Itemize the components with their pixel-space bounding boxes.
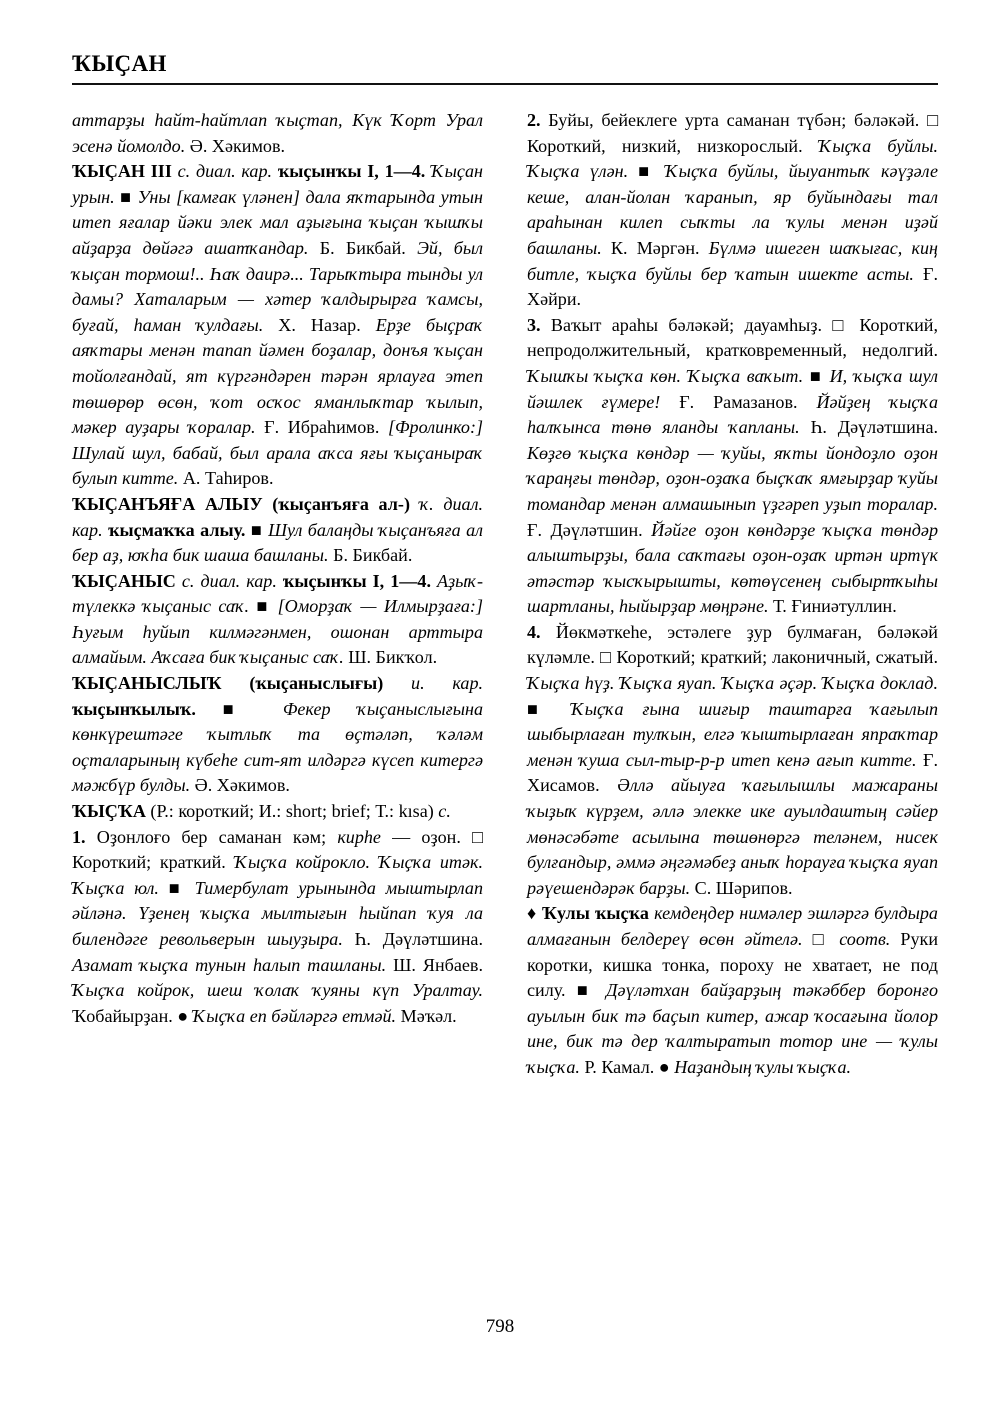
section-marker-icon: □: [599, 647, 617, 668]
text-run: 3.: [527, 314, 541, 335]
text-run: Х. Назар.: [263, 314, 376, 335]
text-run: ҡ. диал. кар.: [72, 493, 483, 540]
page-number: 798: [485, 1316, 515, 1337]
section-marker-icon: ■: [576, 980, 606, 1001]
text-run: Ерҙе быҫраҡ аяҡтары менән тапап йәмен боҙалар, донъя ҡыҫан тойолғандай, ят күргәндәрен тәрән ярлауға этеп төшөрөр өсөн, ҡот осҡос яманлыҡтар ҡылып, мәкер ауҙары ҡоралар.: [72, 314, 483, 438]
text-run: Наҙандың ҡулы ҡыҫҡа.: [674, 1056, 852, 1077]
dictionary-entry: [72, 799, 483, 825]
section-marker-icon: ■: [527, 698, 572, 719]
section-marker-icon: □: [927, 110, 938, 130]
text-run: (ҡыҫанъяға ал-): [262, 493, 410, 514]
section-marker-icon: ■: [628, 161, 666, 182]
text-run: Ҡыҫҡа еп бәйләргә етмәй.: [192, 1005, 397, 1026]
text-run: — оҙон.: [380, 826, 473, 847]
section-marker-icon: □: [802, 929, 840, 949]
text-run: аттарҙы һайт-һайтлап ҡыҫтап, Күк Ҡорт Урал эсенә йомолдо.: [72, 110, 483, 156]
section-marker-icon: ■: [114, 186, 138, 207]
text-run: Шул балаңды ҡыҫанъяға ал бер аҙ, юҡһа бик шаша башланы.: [72, 519, 484, 566]
text-run: Руки коротки, кишка тонка, пороху не хватает, не под силу.: [527, 929, 939, 1001]
text-run: Ғ. Ибраһимов.: [255, 417, 388, 438]
text-run: Йәйге оҙон көндәрҙе ҡыҫҡа төндәр алыштырҙы, бала саҡтағы оҙон-оҙаҡ иртән иртүк әтәстәр ҡысҡырышты, көтөүсенең сыбыртҡыһы шартланы, һыйырҙар мөңрәне.: [527, 519, 939, 617]
text-run: Эй, был ҡыҫан тормош!.. Һаҡ даирә... Тарыҡтыра тынды ул дамы? Хаталарым — хәтер ҡалдырырға ҡамсы, буғай, һаман ҡулдағы.: [72, 237, 484, 335]
text-run: Ҡыҫҡа ғына шиғыр таштарға ҡағылып шыбырлаған тулҡын, елгә ҡыштырлаған япраҡтар менән ҡуша сыл-тыр-р-р итеп кенә ағып китте.: [527, 698, 938, 770]
text-run: Короткий, непродолжительный, кратковременный, недолгий.: [527, 314, 939, 361]
text-run: [Оморҙаҡ — Илмырҙаға:] Һуғым һуйып килмәгәнмен, ошонан арттыра алмайым. Аҡсаға бик ҡыҫаныс саҡ.: [72, 596, 483, 668]
section-marker-icon: □: [832, 314, 860, 335]
dictionary-entry: [72, 569, 483, 671]
text-run: соотв.: [839, 929, 891, 949]
text-run: 4.: [527, 621, 541, 642]
text-run: Б. Бикбай.: [328, 545, 413, 566]
column-left: [72, 108, 483, 1288]
dictionary-entry: [72, 671, 483, 799]
text-run: Фекер ҡыҫаныслығына көнкүрештәге ҡытлыҡ та өҫтәләп, ҡәләм оҫталарының күбеһе сит-ят илдәргә күсеп китергә мәжбүр булды.: [72, 698, 483, 796]
text-run: И, ҡыҫҡа шул йәшлек ғүмере!: [527, 365, 939, 412]
column-right: [527, 108, 938, 1288]
text-run: и. кар.: [383, 673, 484, 694]
text-run: (ҡыҫаныслығы): [221, 673, 384, 694]
text-run: с. диал. кар.: [175, 570, 283, 591]
text-run: С. Шәрипов.: [690, 877, 793, 898]
text-run: Б. Бикбай.: [308, 237, 418, 258]
text-run: Ваҡыт араһы бәләкәй; дауамһыҙ.: [540, 314, 833, 335]
text-run: Ҡобайырҙан.: [72, 1005, 178, 1026]
text-run: Һ. Дәүләтшина.: [799, 417, 938, 438]
text-run: Ҡыҫҡа һүҙ. Ҡыҫҡа яуап. Ҡыҫҡа әҫәр. Ҡыҫҡа доклад.: [527, 673, 938, 694]
entry-continuation: [72, 108, 483, 159]
text-run: Тимербулат урынында мыштырлап әйләнә. Үҙенең ҡыҫҡа мылтығын һыйпап ҡуя ла билендәге револьверын шыуҙыра.: [72, 877, 483, 949]
page-header: [72, 52, 938, 85]
headword: ҠЫҪАНЫС: [72, 570, 176, 591]
text-run: Ғ. Рамазанов.: [660, 391, 817, 412]
section-marker-icon: □: [472, 826, 483, 847]
text-run: Уны [камғак үләнен] дала яҡтарында утын итеп яғалар йәки элек мал аҙығына ҡыҫан ҡышҡы айҙарҙа дөйәгә ашатҡандар.: [72, 186, 483, 258]
headword: ҠЫҪАН III: [72, 161, 172, 182]
idiom-block: [527, 901, 938, 1080]
text-run: Аҙыҡ-түлеккә ҡыҫаныс саҡ.: [72, 570, 483, 617]
running-head: ҠЫҪАН: [72, 51, 167, 76]
text-run: Ғ. Хәйри.: [527, 263, 938, 310]
sense-block: [527, 620, 938, 902]
text-run: Әллә айыуға ҡағылышлы мажараны ҡыҙыҡ күрҙем, әллә элекке ике ауылдаштың сәйер мөнәсәбәте асылына төшөнөргә теләнем, нисек булғандыр, әммә әңгәмәбеҙ аныҡ һорауға ҡыҫҡа яуап рәүешендәрәк барҙы.: [527, 775, 939, 898]
text-run: Буйы, бейеклеге урта саманан түбән; бәләкәй.: [540, 110, 928, 130]
text-run: (Р.: короткий; И.: short; brief; Т.: kısa): [145, 801, 439, 822]
text-run: 1.: [72, 826, 86, 847]
text-run: Р. Камал.: [579, 1056, 659, 1077]
text-run: Көҙгө ҡыҫҡа көндәр — ҡуйы, яҡты йондоҙло оҙон ҡараңғы төндәр, оҙон-оҙаҡа быҫҡаҡ ямғырҙар ҡуйы томандар менән алмашынып үҙгәреп уҙып торалар.: [527, 442, 938, 514]
text-run: Короткий; краткий; лаконичный, сжатый.: [616, 647, 938, 668]
text-run: Азамат ҡыҫҡа тунын һалып ташланы.: [72, 954, 387, 975]
section-marker-icon: ■: [249, 596, 278, 617]
headword: ҠЫҪАНЫСЛЫҠ: [72, 673, 222, 694]
text-run: с.: [438, 801, 451, 822]
sense-block: [527, 108, 938, 313]
text-run: К. Мәргән.: [601, 237, 709, 258]
text-run: ҡыҫынҡы I, 1—4.: [277, 161, 426, 182]
text-run: Ҡышҡы ҡыҫҡа көн. Ҡыҫҡа ваҡыт.: [527, 365, 804, 386]
headword: ҠЫҪАНЪЯҒА АЛЫУ: [72, 493, 263, 514]
sense-block: [527, 313, 938, 620]
text-run: Ҡулы ҡыҫҡа: [541, 903, 649, 924]
section-marker-icon: ■: [195, 698, 283, 719]
text-run: Оҙонлоғо бер саманан кәм;: [85, 826, 338, 847]
text-run: с. диал. кар.: [171, 161, 278, 182]
text-run: ҡыҫмаҡҡа алыу.: [108, 519, 246, 540]
text-run: 2.: [527, 110, 541, 130]
text-run: Ҡыҫҡа буйлы. Ҡыҫҡа үлән.: [527, 135, 938, 182]
headword: ҠЫҪҠА: [72, 801, 146, 822]
header-rule: [72, 83, 938, 85]
text-run: Бүлмә ишеген шаҡығас, киң битле, ҡыҫҡа буйлы бер ҡатын ишекте асты.: [527, 237, 938, 284]
section-marker-icon: ■: [245, 519, 269, 540]
text-run: [Фролинко:] Шулай шул, бабай, был арала аҡса яғы ҡыҫаныраҡ булып китте.: [72, 417, 484, 489]
text-run: Йәйҙең ҡыҫҡа һалҡынса төнө яланды ҡапланы.: [527, 391, 938, 438]
text-run: Ә. Хәкимов.: [190, 775, 290, 796]
section-marker-icon: ♦: [527, 903, 542, 924]
text-run: ҡыҫынҡы I, 1—4.: [282, 570, 431, 591]
text-run: Ә. Хәкимов.: [185, 135, 286, 156]
text-run: кемдеңдер нимәлер эшләргә булдыра алмағанын белдереү өсөн әйтелә.: [527, 903, 938, 949]
sense-block: [72, 825, 483, 1030]
text-run: Т. Ғиниәтуллин.: [768, 596, 897, 617]
text-run: Ғ. Хисамов.: [527, 749, 938, 796]
text-run: Дәүләтхан байҙарҙың тәкәббер боронғо ауылын бик тә баҫып китер, ажар ҡосағына йолор ине, бик тә дер ҡалтыратып тотор ине — ҡулы ҡыҫҡа.: [527, 980, 938, 1077]
text-run: Ҡыҫҡа койрок, шеш ҡолаҡ ҡуяны күп Уралтау.: [72, 980, 483, 1001]
text-run: Ш. Бикҡол.: [343, 647, 438, 668]
section-marker-icon: ●: [658, 1056, 675, 1077]
section-marker-icon: ●: [177, 1005, 193, 1026]
text-run: Ш. Янбаев.: [386, 954, 483, 975]
text-run: Короткий; краткий.: [72, 852, 235, 873]
text-run: Ҡыҫан урын.: [72, 161, 483, 207]
section-marker-icon: ■: [158, 877, 195, 898]
dictionary-entry: [72, 159, 483, 492]
text-run: Һ. Дәүләтшина.: [342, 929, 483, 949]
text-run: А. Таһиров.: [178, 468, 274, 489]
text-run: кирһе: [337, 826, 381, 847]
dictionary-entry: [72, 492, 483, 569]
text-run: Ҡыҫҡа койрокло. Ҡыҫҡа итәк. Ҡыҫҡа юл.: [72, 852, 483, 898]
text-run: Мәҡәл.: [396, 1005, 457, 1026]
text-run: Йөкмәткеһе, эстәлеге ҙур булмаған, бәләкәй күләмле.: [527, 621, 938, 668]
text-run: Ҡыҫҡа буйлы, йыуантыҡ кәүҙәле кеше, алан-йолан ҡаранып, яр буйындағы тал араһынан килеп сыҡты ла ҡулы менән иҙәй башланы.: [527, 161, 938, 258]
text-run: ҡыҫынҡылыҡ.: [72, 698, 196, 719]
section-marker-icon: ■: [803, 365, 830, 386]
body-columns: [72, 108, 938, 1288]
text-run: Ғ. Дәүләтшин.: [527, 519, 652, 540]
text-run: Короткий, низкий, низкорослый.: [527, 135, 819, 156]
